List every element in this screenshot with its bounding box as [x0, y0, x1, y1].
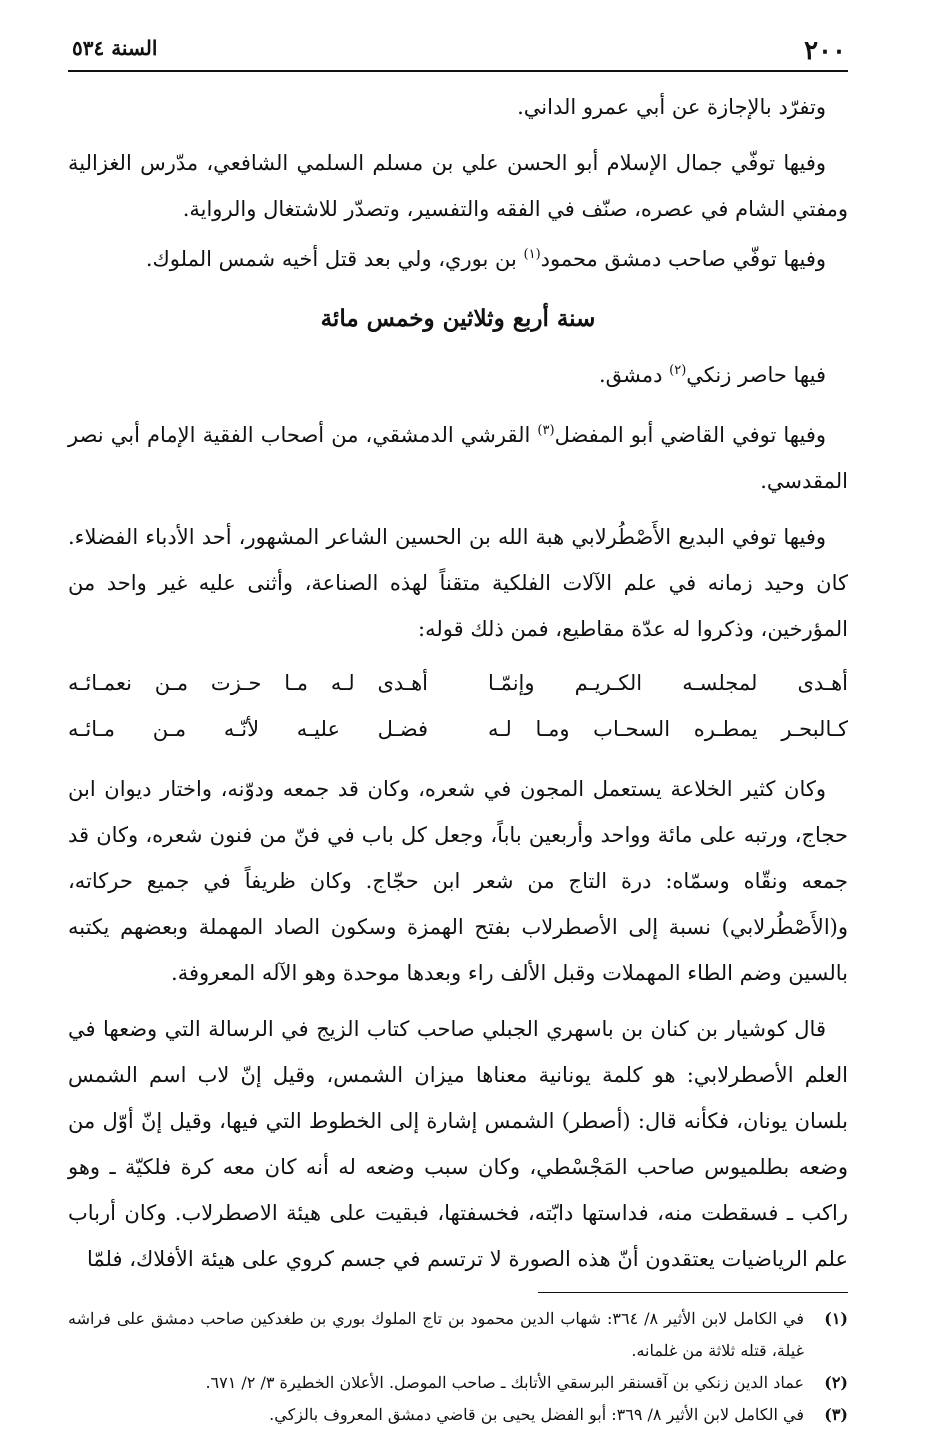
poem-line-2-first-hemistich: كـالبحـر يمطـره السحـاب ومـا لـه — [488, 717, 848, 741]
page-number: ٢٠٠ — [804, 36, 846, 66]
footnote — [68, 1399, 848, 1431]
footnote — [68, 1303, 848, 1367]
footnote-number: (١) — [824, 1309, 848, 1328]
poem — [68, 660, 848, 752]
paragraph-4-text-b: دمشق. — [598, 363, 670, 387]
page-header — [68, 28, 848, 72]
footnote — [68, 1367, 848, 1399]
section-heading: سنة أربع وثلاثين وخمس مائة — [320, 305, 596, 332]
poem-line-2 — [68, 706, 848, 752]
paragraph-3-text-a: وفيها توفّي صاحب دمشق محمود — [540, 247, 826, 271]
paragraph-7: وكان كثير الخلاعة يستعمل المجون في شعره، وكان قد جمعه ودوّنه، واختار ديوان ابن حجاج، ورتبه على مائة وواحد وأربعين باباً، وجعل كل باب في فنّ من فنون شعره، وكان قد جمعه ونقّاه وسمّاه: درة التاج من شعر ابن حجّاج. وكان ظريفاً في جميع حركاته، و(الأَصْطُرلابي) نسبة إلى الأصطرلاب بفتح الهمزة وسكون الصاد المهملة وبعضهم يكتبه بالسين وضم الطاء المهملات وقبل الألف راء وبعدها موحدة وهو الآله المعروفة. — [68, 777, 848, 985]
footnote-ref-1: (١) — [523, 247, 541, 262]
paragraph-2: وفيها توفّي جمال الإسلام أبو الحسن علي بن مسلم السلمي الشافعي، مدّرس الغزالية ومفتي الشام في عصره، صنّف في الفقه والتفسير، وتصدّر للاشتغال والرواية. — [68, 151, 848, 221]
footnotes — [68, 1303, 848, 1431]
paragraph-4-text-a: فيها حاصر زنكي — [686, 363, 826, 387]
paragraph-4 — [68, 348, 848, 398]
book-page — [68, 28, 848, 1431]
paragraph-3-text-b: بن بوري، ولي بعد قتل أخيه شمس الملوك. — [145, 247, 524, 271]
paragraph-5 — [68, 408, 848, 504]
footnote-divider — [538, 1292, 848, 1293]
running-head: السنة ٥٣٤ — [72, 36, 158, 60]
paragraph-5-text-a: وفيها توفي القاضي أبو المفضل — [554, 423, 826, 447]
paragraph-5-text-b: القرشي الدمشقي، من أصحاب الفقية الإمام أبي نصر المقدسي. — [68, 423, 848, 493]
poem-line-2-second-hemistich: فضـل عليـه لأنّـه مـن مـائـه — [68, 717, 428, 741]
poem-line-1 — [68, 660, 848, 706]
page-body — [68, 84, 848, 1282]
footnote-text: في الكامل لابن الأثير ٨/ ٣٦٤: شهاب الدين محمود بن تاج الملوك بوري بن طغدكين صاحب دمشق على فراشه غيلة، قتله ثلاثة من غلمانه. — [68, 1309, 805, 1360]
footnote-ref-2: (٢) — [669, 363, 687, 378]
poem-line-1-first-hemistich: أهـدى لمجلسـه الكـريـم وإنمّـا — [488, 671, 848, 695]
paragraph-6: وفيها توفي البديع الأَصْطُرلابي هبة الله بن الحسين الشاعر المشهور، أحد الأدباء الفضلاء. كان وحيد زمانه في علم الآلات الفلكية متقناً لهذه الصناعة، وأثنى عليه غير واحد من المؤرخين، وذكروا له عدّة مقاطيع، فمن ذلك قوله: — [68, 525, 848, 641]
paragraph-3 — [68, 232, 848, 282]
footnote-number: (٣) — [824, 1405, 848, 1424]
paragraph-1: وتفرّد بالإجازة عن أبي عمرو الداني. — [517, 95, 826, 119]
paragraph-8: قال كوشيار بن كنان بن باسهري الجبلي صاحب كتاب الزيج في الرسالة التي وضعها في العلم الأصطرلابي: هو كلمة يونانية معناها ميزان الشمس، وقيل إنّ لاب اسم الشمس بلسان يونان، فكأنه قال: (أصطر) الشمس إشارة إلى الخطوط التي فيها، وقيل إنّ أوّل من وضعه بطلميوس صاحب المَجْسْطي، وكان سبب وضعه له أنه كان معه كرة فلكيّة ـ وهو راكب ـ فسقطت منه، فداستها دابّته، فخسفتها، فبقيت على هيئة الاصطرلاب. وكان أرباب علم الرياضيات يعتقدون أنّ هذه الصورة لا ترتسم في جسم كروي على هيئة الأفلاك، فلمّا — [68, 1017, 848, 1271]
poem-line-1-second-hemistich: أهـدى لـه مـا حـزت مـن نعمـائـه — [68, 671, 428, 695]
footnote-ref-3: (٣) — [537, 423, 555, 438]
footnote-number: (٢) — [824, 1373, 848, 1392]
footnote-text: عماد الدين زنكي بن آقسنقر البرسقي الأتابك ـ صاحب الموصل. الأعلان الخطيرة ٣/ ٢/ ٦٧١. — [205, 1373, 804, 1392]
footnote-text: في الكامل لابن الأثير ٨/ ٣٦٩: أبو الفضل يحيى بن قاضي دمشق المعروف بالزكي. — [269, 1405, 804, 1424]
